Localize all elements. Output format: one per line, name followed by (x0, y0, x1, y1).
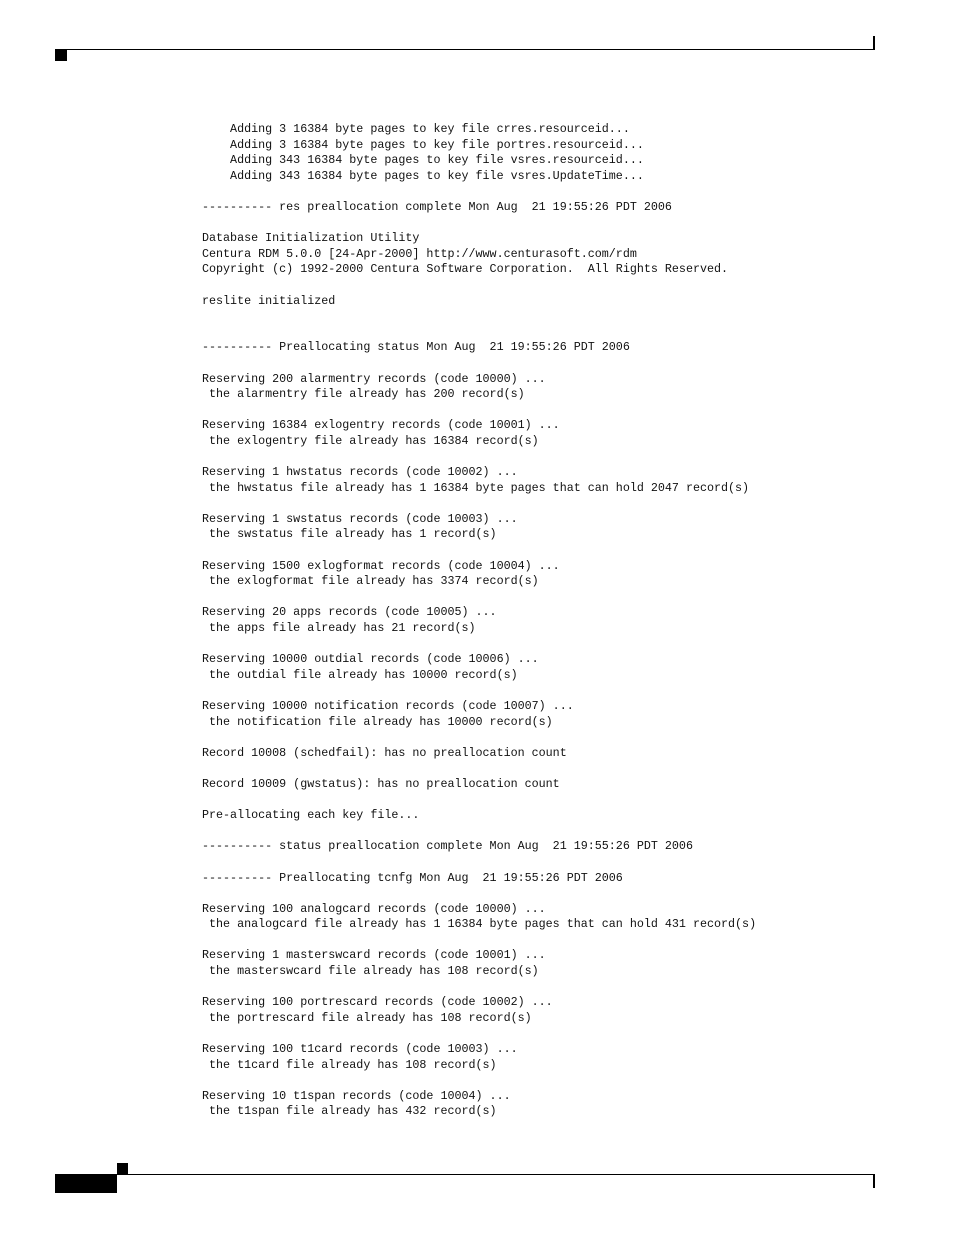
console-line (202, 980, 756, 996)
console-line: Reserving 20 apps records (code 10005) ... (202, 605, 497, 620)
console-line (202, 590, 756, 606)
console-line (202, 449, 756, 465)
footer-page-tab (55, 1175, 117, 1193)
console-line: Adding 3 16384 byte pages to key file portres.resourceid... (202, 137, 644, 152)
console-line: the t1span file already has 432 record(s) (202, 1104, 497, 1119)
console-line: Reserving 200 alarmentry records (code 10000) ... (202, 371, 546, 386)
console-line: Reserving 100 t1card records (code 10003) ... (202, 1042, 518, 1057)
console-line: Copyright (c) 1992-2000 Centura Software Corporation. All Rights Reserved. (202, 262, 729, 277)
console-line: the portrescard file already has 108 record(s) (202, 1010, 532, 1025)
console-line: Record 10009 (gwstatus): has no preallocation count (202, 776, 560, 791)
console-line: the exlogentry file already has 16384 record(s) (202, 433, 539, 448)
console-line: the masterswcard file already has 108 record(s) (202, 964, 539, 979)
console-output (202, 122, 756, 1120)
console-line: the notification file already has 10000 record(s) (202, 714, 553, 729)
console-line (202, 855, 756, 871)
console-line: ---------- status preallocation complete Mon Aug 21 19:55:26 PDT 2006 (202, 839, 693, 854)
console-line (202, 543, 756, 559)
console-line: Reserving 10 t1span records (code 10004) ... (202, 1088, 511, 1103)
console-line (202, 933, 756, 949)
console-line: ---------- Preallocating status Mon Aug 21 19:55:26 PDT 2006 (202, 340, 630, 355)
console-line: the hwstatus file already has 1 16384 byte pages that can hold 2047 record(s) (202, 480, 750, 495)
console-line: the exlogformat file already has 3374 record(s) (202, 574, 539, 589)
console-line (202, 761, 756, 777)
console-line: ---------- res preallocation complete Mon Aug 21 19:55:26 PDT 2006 (202, 199, 672, 214)
console-line (202, 184, 756, 200)
console-line (202, 496, 756, 512)
console-line: Reserving 10000 outdial records (code 10006) ... (202, 652, 539, 667)
footer-rule (55, 1174, 875, 1175)
console-line: Adding 343 16384 byte pages to key file vsres.UpdateTime... (202, 168, 644, 183)
console-line (202, 309, 756, 325)
console-line: Adding 3 16384 byte pages to key file crres.resourceid... (202, 122, 630, 136)
console-line (202, 1073, 756, 1089)
console-line: Pre-allocating each key file... (202, 808, 420, 823)
console-line: Adding 343 16384 byte pages to key file vsres.resourceid... (202, 153, 644, 168)
console-line (202, 216, 756, 232)
header-marker (55, 50, 67, 61)
console-line: the t1card file already has 108 record(s) (202, 1057, 497, 1072)
console-line (202, 1026, 756, 1042)
footer-marker (117, 1163, 128, 1174)
console-line (202, 793, 756, 809)
console-line: the swstatus file already has 1 record(s) (202, 527, 497, 542)
console-line (202, 824, 756, 840)
console-line: the outdial file already has 10000 record(s) (202, 667, 518, 682)
console-line (202, 325, 756, 341)
console-line: Record 10008 (schedfail): has no preallocation count (202, 745, 567, 760)
console-line: Reserving 1 hwstatus records (code 10002) ... (202, 465, 518, 480)
console-line: Centura RDM 5.0.0 [24-Apr-2000] http://www.centurasoft.com/rdm (202, 246, 637, 261)
console-line (202, 730, 756, 746)
console-line (202, 278, 756, 294)
console-line: the analogcard file already has 1 16384 byte pages that can hold 431 record(s) (202, 917, 757, 932)
console-line (202, 356, 756, 372)
console-line: Reserving 16384 exlogentry records (code 10001) ... (202, 418, 560, 433)
console-line: Reserving 1 swstatus records (code 10003) ... (202, 511, 518, 526)
console-line: reslite initialized (202, 293, 336, 308)
console-line (202, 683, 756, 699)
console-line: the alarmentry file already has 200 record(s) (202, 387, 525, 402)
console-line: Reserving 1 masterswcard records (code 10001) ... (202, 948, 546, 963)
console-line: Reserving 100 analogcard records (code 10000) ... (202, 901, 546, 916)
header-tick (873, 36, 875, 50)
footer-tick (873, 1175, 875, 1188)
console-line: Database Initialization Utility (202, 231, 420, 246)
console-line: Reserving 100 portrescard records (code 10002) ... (202, 995, 553, 1010)
console-line (202, 886, 756, 902)
console-line (202, 637, 756, 653)
console-line: Reserving 10000 notification records (code 10007) ... (202, 698, 574, 713)
header-rule (55, 49, 875, 50)
console-line: the apps file already has 21 record(s) (202, 621, 476, 635)
console-line: Reserving 1500 exlogformat records (code 10004) ... (202, 558, 560, 573)
console-line (202, 403, 756, 419)
console-line: ---------- Preallocating tcnfg Mon Aug 21 19:55:26 PDT 2006 (202, 870, 623, 885)
